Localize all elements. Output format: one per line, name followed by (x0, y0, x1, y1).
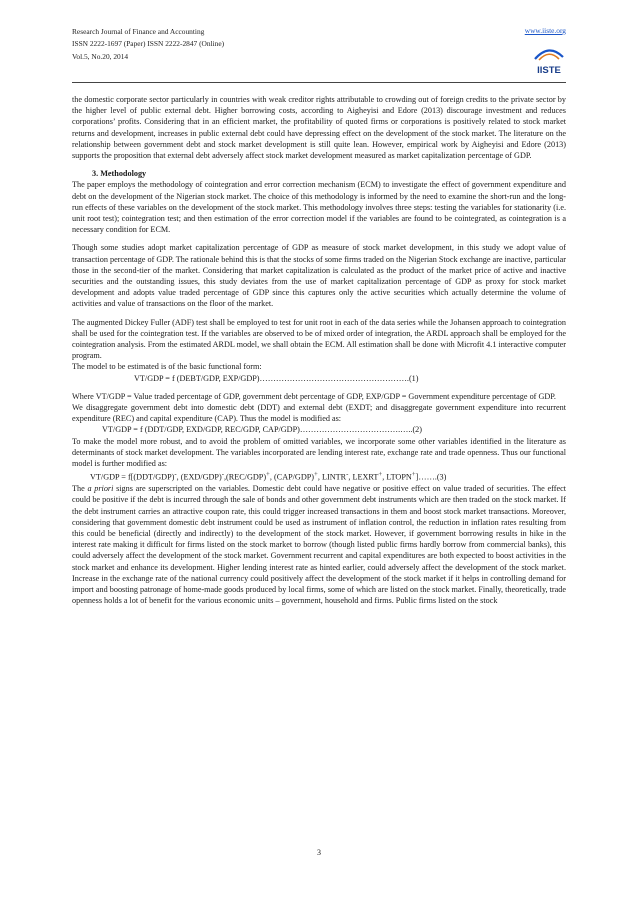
paragraph-literature: the domestic corporate sector particularly in countries with weak creditor rights attributable to crowding out of foreign credits to the private sector by the higher level of public external debt. Higher borrowing costs, according to Aigheyisi and Edore (2013) discourage investment and reduces corporations’ profits. Considering that in an efficient market, the profitability of quoted firms or corporations is positively related to stock market returns and development, increases in public external debt could have depressing effect on the development of the stock market. The literature on the relationship between government debt and stock market development is still quite lean. However, empirical work by Aigheyisi and Edore (2013) supports the proposition that external debt adversely affect stock market development measured as market capitalization percentage of GDP. (72, 95, 566, 161)
paragraph-measure: Though some studies adopt market capitalization percentage of GDP as measure of stock market development, in this study we adopt value of transaction percentage of GDP. The rationale behind this is that the stocks of some firms traded on the Nigerian Stock exchange are inactive, particular those in the second-tier of the market. Considering that market capitalization is calculated as the product of the market price of active and inactive securities and the outstanding issues, this study deviates from the use of market capitalization percentage of GDP as proxy for stock market development and adopts value traded percentage of GDP since this captures only the active securities which actually determine the volume of activities and value of transactions on the floor of the market. (72, 243, 566, 309)
journal-name: Research Journal of Finance and Accounting (72, 27, 205, 36)
journal-url-link[interactable]: www.iiste.org (524, 26, 566, 35)
paragraph-model-intro: The model to be estimated is of the basic functional form: (72, 362, 262, 372)
equation-3: VT/GDP = f[(DDT/GDP)-, (EXD/GDP)-,(REC/GDP)+, (CAP/GDP)+, LINTR-, LEXRT+, LTOPN+]…….(3) (90, 471, 447, 483)
equation-1: VT/GDP = f (DEBT/GDP, EXP/GDP)……………………………………………….(1) (134, 373, 419, 383)
body-text (72, 94, 566, 606)
paragraph-a-priori-signs: The a priori signs are superscripted on the variables. Domestic debt could have negative or positive effect on value traded of securities. The effect could be positive if the debt is incurred through the sale of bonds and other government debt instruments which are then traded on the stock market. If the debt instrument carries an attractive coupon rate, this could trigger increased transactions in them and boost stock market transactions. Moreover, considering that government domestic debt instrument could be used as instrument of inflation control, the reduction in inflation rates resulting from this could be beneficial (directly and indirectly) to the development of the stock market. However, if government borrowing results in hike in the interest rate making it difficult for firms listed on the stock market to borrow (though listed public firms hardly borrow from commercial banks), this could adversely affect the development of the stock market. Government recurrent and capital expenditures are both expected to boost activities in the stock market and enhance its development. Higher lending interest rate as hinted earlier, could adversely affect the development of the stock market. Increase in the exchange rate of the national currency could positively affect the development of the stock market if it helps in controlling demand for import and boosting patronage of home-made goods produced by local firms, some of which are listed on the stock market. Finally, theoretically, trade openness holds a lot of benefit for the various economic units – government, household and firms. Public firms listed on the stock (72, 484, 566, 606)
section-heading-methodology: 3. Methodology (92, 169, 147, 179)
equation-2: VT/GDP = f (DDT/GDP, EXD/GDP, REC/GDP, CAP/GDP)……………………………….…..(2) (102, 425, 422, 435)
paragraph-tests: The augmented Dickey Fuller (ADF) test shall be employed to test for unit root in each of the data series while the Johansen approach to cointegration shall be used for the cointegration test. If the variables are observed to be of mixed order of integration, the ARDL approach shall be employed for the cointegration analysis. From the estimated ARDL model, we shall obtain the ECM. All estimation shall be done with Microfit 4.1 interactive computer program. (72, 317, 566, 361)
paragraph-robust-model: To make the model more robust, and to avoid the problem of omitted variables, we incorporate some other variables identified in the literature as determinants of stock market development. The variables incorporated are lending interest rate, exchange rate and trade openness. Thus our functional model is further modified as: (72, 436, 566, 469)
iiste-logo-icon (531, 43, 567, 79)
paragraph-disaggregate: We disaggregate government debt into domestic debt (DDT) and external debt (EXDT; and disaggregate government expenditure into recurrent expenditure (REC) and capital expenditure (CAP). Thus the model is modified as: (72, 403, 566, 424)
logo-text: IISTE (537, 65, 561, 76)
issn-line: ISSN 2222-1697 (Paper) ISSN 2222-2847 (Online) (72, 39, 225, 49)
paragraph-methodology: The paper employs the methodology of cointegration and error correction mechanism (ECM) to investigate the effect of government expenditure and debt on the development of the Nigerian stock market. The choice of this methodology is informed by the need to examine the short-run and the long-run effects of these variables on the development of the stock market. This methodology involves three steps: testing the variables for stationarity (i.e. unit root test); cointegration test; and then estimation of the error correction model if the variables are found to be cointegrated, as cointegration is a necessary condition for ECM. (72, 180, 566, 235)
page-number: 3 (317, 848, 321, 857)
volume-line: Vol.5, No.20, 2014 (72, 51, 129, 61)
page-header (72, 26, 224, 63)
paragraph-definitions: Where VT/GDP = Value traded percentage of GDP, government debt percentage of GDP, EXP/GDP = Government expenditure percentage of GDP. (72, 391, 556, 401)
header-divider (72, 82, 566, 83)
